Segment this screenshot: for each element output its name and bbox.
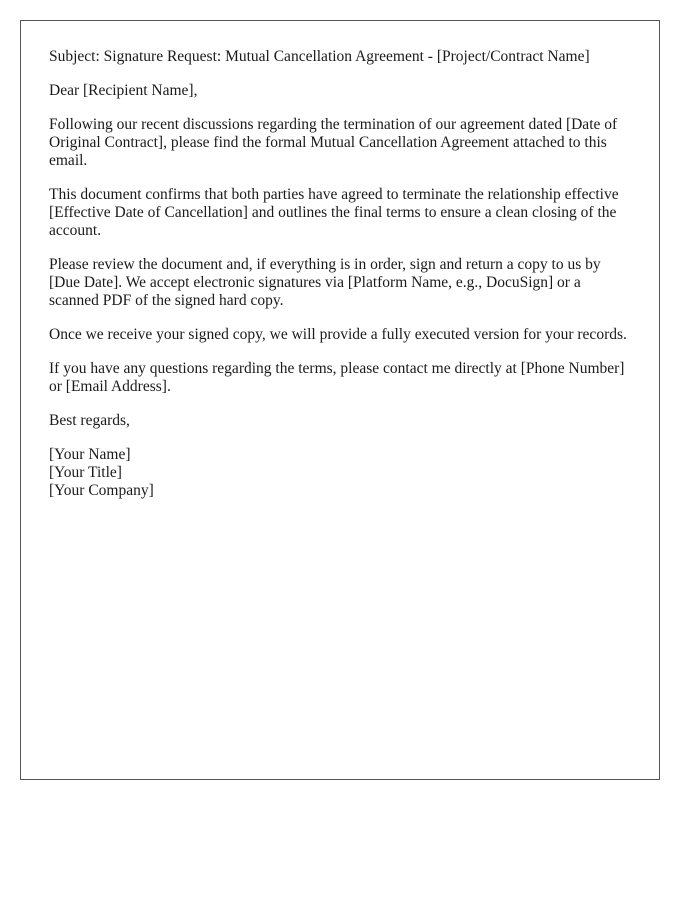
paragraph-instructions: Please review the document and, if everything is in order, sign and return a copy to us by [Due Date]. We accept electronic signatures via [Platform Name, e.g., DocuSign] or a scanned PDF of the signed hard copy. [49, 256, 601, 309]
letter-frame [20, 20, 660, 780]
closing: Best regards, [49, 412, 130, 429]
subject-line: Subject: Signature Request: Mutual Cancellation Agreement - [Project/Contract Name] [49, 48, 590, 65]
letter-body [49, 48, 629, 500]
paragraph-intro: Following our recent discussions regarding the termination of our agreement dated [Date of Original Contract], please find the formal Mutual Cancellation Agreement attached to this email. [49, 116, 618, 169]
signature-block [49, 446, 629, 500]
signature-company: [Your Company] [49, 482, 154, 499]
signature-name: [Your Name] [49, 446, 131, 463]
greeting: Dear [Recipient Name], [49, 82, 198, 99]
paragraph-contact: If you have any questions regarding the terms, please contact me directly at [Phone Number] or [Email Address]. [49, 360, 625, 395]
paragraph-followup: Once we receive your signed copy, we will provide a fully executed version for your records. [49, 326, 627, 343]
paragraph-confirmation: This document confirms that both parties have agreed to terminate the relationship effective [Effective Date of Cancellation] and outlines the final terms to ensure a clean closing of the account. [49, 186, 619, 239]
signature-title: [Your Title] [49, 464, 122, 481]
